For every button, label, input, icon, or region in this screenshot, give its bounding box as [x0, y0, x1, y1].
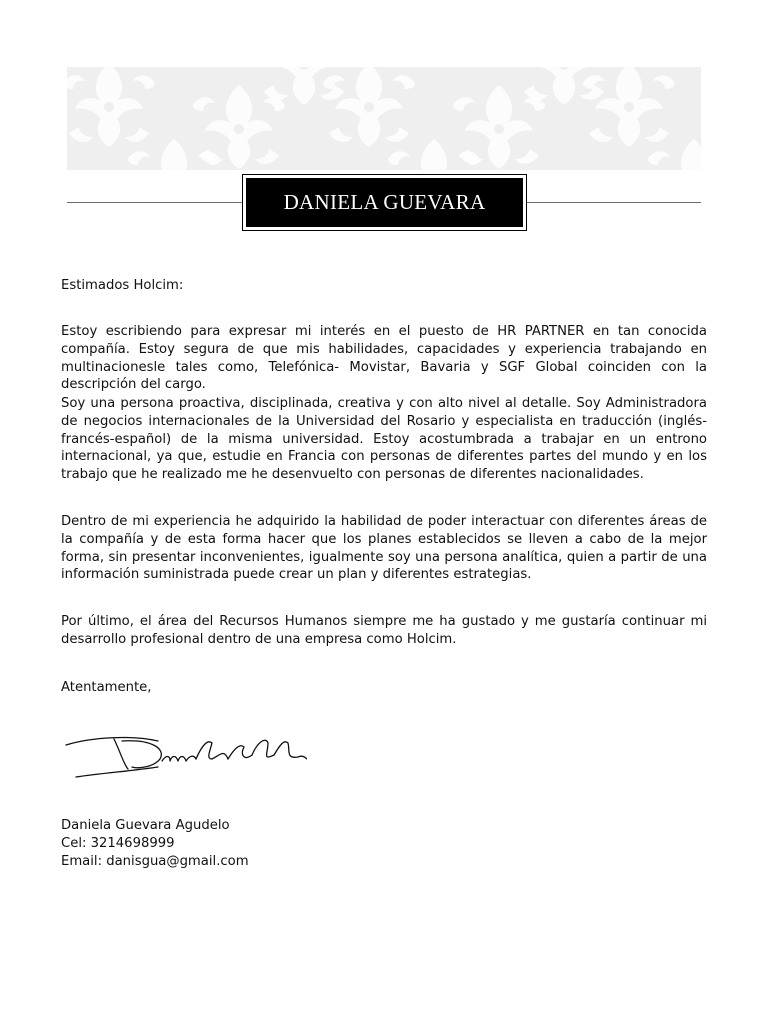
contact-name: Daniela Guevara Agudelo	[61, 818, 230, 833]
contact-phone: Cel: 3214698999	[61, 836, 175, 851]
paragraph-4: Por último, el área del Recursos Humanos siempre me ha gustado y me gustaría continuar mi desarrollo profesional dentro de una empresa como Holcim.	[61, 614, 707, 647]
closing: Atentamente,	[61, 680, 152, 695]
damask-header-banner	[67, 67, 701, 170]
sender-name-heading: DANIELA GUEVARA	[283, 190, 486, 214]
paragraph-3: Dentro de mi experiencia he adquirido la habilidad de poder interactuar con diferentes áreas de la compañía y de esta forma hacer que los planes establecidos se lleven a cabo de la mejor forma, sin presentar inconvenientes, igualmente soy una persona analítica, quien a partir de una información suministrada puede crear un plan y diferentes estrategias.	[61, 514, 707, 583]
header-rule-right	[526, 202, 701, 203]
paragraph-1: Estoy escribiendo para expresar mi interés en el puesto de HR PARTNER en tan conocida compañía. Estoy segura de que mis habilidades, capacidades y experiencia trabajando en multinacionesle tales como, Telefónica- Movistar, Bavaria y SGF Global coinciden con la descripción del cargo.	[61, 324, 707, 393]
name-box-fill	[246, 178, 523, 227]
greeting: Estimados Holcim:	[61, 278, 184, 293]
name-box	[242, 174, 527, 231]
header-rule-left	[67, 202, 243, 203]
contact-email: Email: danisgua@gmail.com	[61, 854, 249, 869]
damask-pattern	[67, 67, 701, 170]
handwritten-signature	[62, 725, 307, 785]
paragraph-2: Soy una persona proactiva, disciplinada, creativa y con alto nivel al detalle. Soy Administradora de negocios internacionales de la Universidad del Rosario y especialista en traducción (inglés- francés-español) de la misma universidad. Estoy acostumbrada a trabajar en un entrono internacional, ya que, estudie en Francia con personas de diferentes partes del mundo y en los trabajo que he realizado me he desenvuelto con personas de diferentes nacionalidades.	[61, 396, 707, 483]
